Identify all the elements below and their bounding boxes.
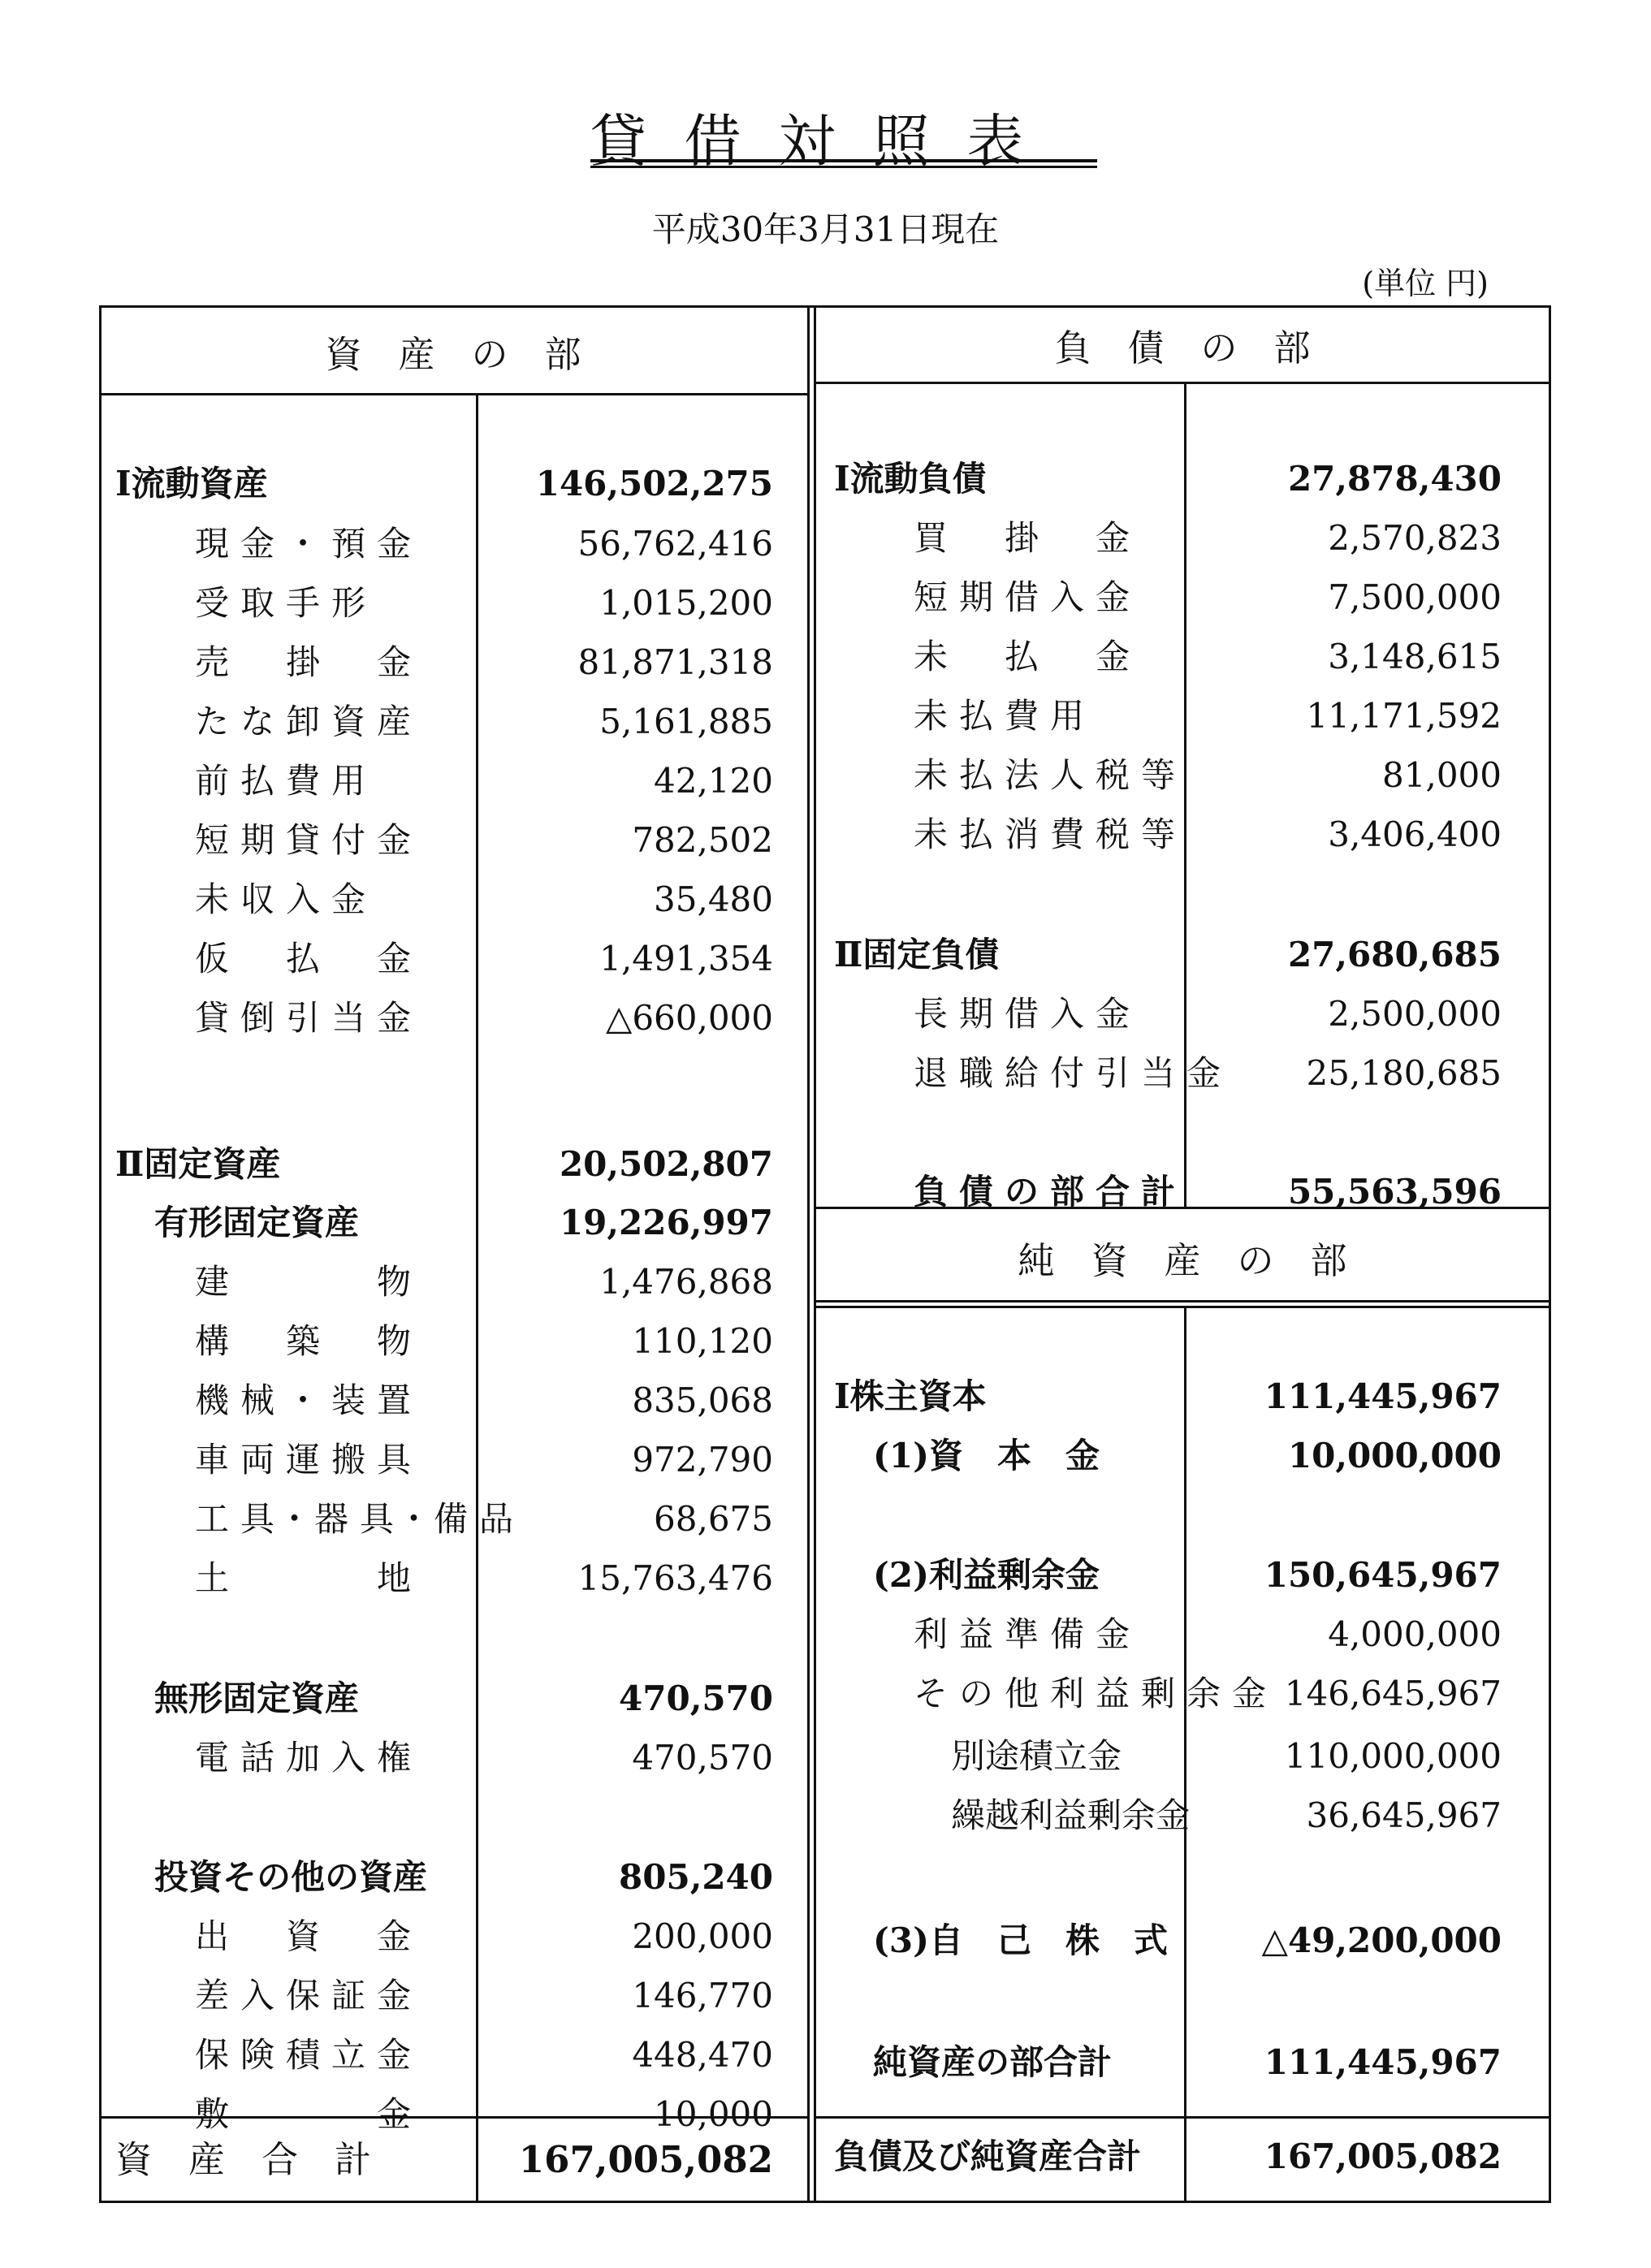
asset-row-label: 車両運搬具 xyxy=(195,1440,423,1480)
asset-row-value: 19,226,997 xyxy=(559,1203,773,1242)
asset-row xyxy=(195,1493,773,1545)
unit-label: (単位 円) xyxy=(1362,266,1489,301)
net-asset-row xyxy=(914,1609,1502,1661)
asset-row-label: 売 掛 金 xyxy=(195,642,423,682)
liability-row xyxy=(914,750,1502,801)
liability-row-value: 27,878,430 xyxy=(1287,459,1502,499)
asset-row xyxy=(195,696,773,748)
asset-row-value: 15,763,476 xyxy=(577,1558,773,1598)
liability-row-value: 2,500,000 xyxy=(1328,994,1502,1034)
asset-row-value: 20,502,807 xyxy=(559,1144,773,1184)
asset-row-value: 805,240 xyxy=(619,1857,773,1897)
liability-row-value: 55,563,596 xyxy=(1287,1172,1502,1212)
asset-row xyxy=(195,1553,773,1605)
liability-row-label: 未 払 金 xyxy=(914,637,1142,676)
table-border-top xyxy=(99,305,1551,308)
assets-total-row xyxy=(115,2134,773,2186)
asset-row xyxy=(115,458,773,510)
asset-row xyxy=(195,2089,773,2141)
net-asset-row-label: (2)利益剰余金 xyxy=(873,1555,1100,1595)
net-asset-row-label: 別途積立金 xyxy=(951,1736,1122,1776)
asset-row-label: 敷 金 xyxy=(195,2094,423,2134)
asset-row-label: 短期貸付金 xyxy=(195,820,423,860)
net-asset-row-label: 純資産の部合計 xyxy=(873,2042,1113,2082)
net-asset-row-value: 150,645,967 xyxy=(1264,1555,1502,1595)
net-asset-row-value: 10,000,000 xyxy=(1287,1436,1502,1475)
asset-row-label: 未収入金 xyxy=(195,879,378,919)
asset-row-value: △660,000 xyxy=(606,998,773,1038)
net-assets-header: 純 資 産 の 部 xyxy=(1018,1239,1347,1282)
asset-row xyxy=(195,1970,773,2022)
asset-row-label: 構 築 物 xyxy=(195,1321,423,1361)
asset-row xyxy=(115,1138,773,1190)
net-asset-row-label: その他利益剰余金 xyxy=(914,1674,1278,1713)
asset-row-label: 無形固定資産 xyxy=(154,1678,360,1718)
liability-row xyxy=(914,1048,1502,1099)
asset-row-label: 差入保証金 xyxy=(195,1976,423,2015)
liability-row-label: 未払費用 xyxy=(914,696,1096,736)
asset-row xyxy=(195,1434,773,1486)
asset-row-value: 42,120 xyxy=(654,761,773,801)
title-underline xyxy=(590,159,1097,162)
liability-row xyxy=(834,929,1502,981)
asset-row-label: 現金・預金 xyxy=(195,524,423,564)
asset-row-label: 出 資 金 xyxy=(195,1916,423,1956)
net-asset-row-value: 4,000,000 xyxy=(1328,1614,1502,1654)
asset-row xyxy=(195,637,773,689)
asset-row-label: 投資その他の資産 xyxy=(154,1857,428,1897)
table-border-left xyxy=(99,305,102,2203)
liability-row-label: 退職給付引当金 xyxy=(914,1053,1233,1093)
asset-row-label: 工具･器具･備品 xyxy=(195,1499,525,1539)
asset-row xyxy=(195,874,773,926)
liability-row xyxy=(834,453,1502,505)
net-asset-row xyxy=(873,1915,1502,1967)
asset-row-value: 470,570 xyxy=(619,1678,773,1718)
assets-total-value: 167,005,082 xyxy=(518,2138,773,2181)
title-underline-2 xyxy=(590,166,1097,168)
liability-row-label: 短期借入金 xyxy=(914,577,1142,617)
asset-row xyxy=(195,518,773,570)
asset-row xyxy=(195,814,773,866)
net-asset-row-label: Ⅰ株主資本 xyxy=(834,1376,987,1416)
liability-row-value: 25,180,685 xyxy=(1306,1053,1502,1093)
asset-row-label: 仮 払 金 xyxy=(195,939,423,978)
net-header-bottom-line-2 xyxy=(814,1306,1551,1308)
asset-row xyxy=(195,1375,773,1427)
asset-row xyxy=(195,1315,773,1367)
net-asset-row xyxy=(873,1430,1502,1482)
asset-row-value: 200,000 xyxy=(632,1916,773,1956)
assets-total-label: 資 産 合 計 xyxy=(115,2138,372,2181)
asset-row-value: 35,480 xyxy=(654,879,773,919)
liability-row-label: 負債の部合計 xyxy=(914,1172,1187,1212)
liability-row-value: 3,406,400 xyxy=(1328,814,1502,854)
grand-total-value: 167,005,082 xyxy=(1264,2136,1502,2176)
asset-row-value: 448,470 xyxy=(632,2035,773,2075)
asset-row-value: 1,491,354 xyxy=(599,939,773,978)
asset-row-label: Ⅰ流動資産 xyxy=(115,464,268,503)
liability-row-label: 買 掛 金 xyxy=(914,518,1142,558)
liability-row-value: 27,680,685 xyxy=(1287,935,1502,974)
net-asset-row-label: 利益準備金 xyxy=(914,1614,1142,1654)
asset-row xyxy=(195,755,773,807)
liability-row-label: 未払消費税等 xyxy=(914,814,1187,854)
liability-row-value: 81,000 xyxy=(1382,755,1502,795)
center-divider xyxy=(807,305,810,2203)
asset-row xyxy=(195,1911,773,1963)
asset-row-label: 前払費用 xyxy=(195,761,378,801)
liability-row-value: 2,570,823 xyxy=(1328,518,1502,558)
asset-row-value: 56,762,416 xyxy=(577,524,773,564)
liability-row-label: Ⅰ流動負債 xyxy=(834,459,987,499)
liability-row-label: Ⅱ固定負債 xyxy=(834,935,1000,974)
asset-row-label: 土 地 xyxy=(195,1558,423,1598)
asset-row-value: 10,000 xyxy=(654,2094,773,2134)
asset-row-value: 1,476,868 xyxy=(599,1262,773,1302)
assets-header-line xyxy=(99,393,807,395)
asset-row xyxy=(195,1256,773,1308)
asset-row-value: 68,675 xyxy=(654,1499,773,1539)
asset-row-value: 110,120 xyxy=(632,1321,773,1361)
net-asset-row-value: 36,645,967 xyxy=(1306,1795,1502,1835)
liability-row xyxy=(914,1166,1502,1218)
net-asset-row-label: (3)自 己 株 式 xyxy=(873,1920,1168,1960)
net-asset-row xyxy=(873,1549,1502,1601)
asset-row-value: 1,015,200 xyxy=(599,583,773,623)
liability-row xyxy=(914,690,1502,742)
liability-row-value: 3,148,615 xyxy=(1328,637,1502,676)
liability-row-value: 11,171,592 xyxy=(1306,696,1502,736)
date-line: 平成30年3月31日現在 xyxy=(651,210,1000,249)
asset-row-label: 貸倒引当金 xyxy=(195,998,423,1038)
table-border-bottom xyxy=(99,2201,1551,2203)
liab-total-line xyxy=(814,2116,1551,2119)
liability-row-label: 長期借入金 xyxy=(914,994,1142,1034)
liabilities-header: 負 債 の 部 xyxy=(1054,326,1311,369)
net-asset-row-value: 146,645,967 xyxy=(1284,1674,1502,1713)
assets-header: 資 産 の 部 xyxy=(325,333,581,376)
asset-row xyxy=(195,577,773,629)
net-asset-row-label: (1)資 本 金 xyxy=(873,1436,1100,1475)
balance-sheet-table xyxy=(99,305,1551,2203)
net-asset-row-value: 110,000,000 xyxy=(1284,1736,1502,1776)
asset-row-value: 470,570 xyxy=(632,1738,773,1778)
net-asset-row-value: 111,445,967 xyxy=(1264,2042,1502,2082)
grand-total-row xyxy=(834,2131,1502,2183)
net-asset-row xyxy=(914,1668,1502,1720)
asset-row-value: 146,770 xyxy=(632,1976,773,2015)
asset-row xyxy=(195,1732,773,1784)
asset-row-label: Ⅱ固定資産 xyxy=(115,1144,281,1184)
asset-row-label: 受取手形 xyxy=(195,583,378,623)
asset-row xyxy=(195,933,773,985)
asset-row-label: 保険積立金 xyxy=(195,2035,423,2075)
asset-row-label: たな卸資産 xyxy=(195,702,423,741)
net-asset-row-value: 111,445,967 xyxy=(1264,1376,1502,1416)
asset-row xyxy=(154,1851,773,1903)
asset-row-label: 機械・装置 xyxy=(195,1380,423,1420)
grand-total-label: 負債及び純資産合計 xyxy=(834,2136,1142,2176)
net-asset-row xyxy=(873,2037,1502,2089)
liability-row xyxy=(914,988,1502,1040)
asset-row-value: 835,068 xyxy=(632,1380,773,1420)
liab-header-line xyxy=(814,382,1551,384)
liability-row xyxy=(914,512,1502,564)
asset-row-value: 81,871,318 xyxy=(577,642,773,682)
asset-row xyxy=(195,992,773,1044)
asset-row-value: 5,161,885 xyxy=(599,702,773,741)
asset-row xyxy=(195,2029,773,2081)
asset-row-value: 782,502 xyxy=(632,820,773,860)
asset-row-label: 有形固定資産 xyxy=(154,1203,360,1242)
net-asset-row xyxy=(951,1790,1502,1842)
liability-row-label: 未払法人税等 xyxy=(914,755,1187,795)
asset-row-label: 建 物 xyxy=(195,1262,423,1302)
net-asset-row-label: 繰越利益剰余金 xyxy=(951,1795,1191,1835)
asset-row-value: 972,790 xyxy=(632,1440,773,1480)
asset-row xyxy=(154,1673,773,1725)
asset-row-value: 146,502,275 xyxy=(535,464,773,503)
net-asset-row xyxy=(951,1730,1502,1782)
asset-row xyxy=(154,1197,773,1249)
liability-row-value: 7,500,000 xyxy=(1328,577,1502,617)
page-title: 貸借対照表 xyxy=(590,108,1061,175)
liability-row xyxy=(914,631,1502,683)
liability-row xyxy=(914,809,1502,861)
net-asset-row xyxy=(834,1371,1502,1423)
asset-row-label: 電話加入権 xyxy=(195,1738,423,1778)
net-asset-row-value: △49,200,000 xyxy=(1261,1920,1502,1960)
net-header-bottom-line xyxy=(814,1300,1551,1302)
liability-row xyxy=(914,572,1502,624)
